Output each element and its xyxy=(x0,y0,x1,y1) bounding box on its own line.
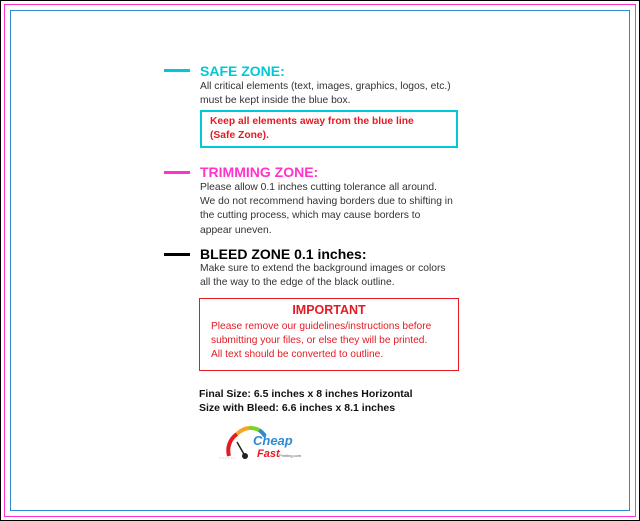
important-line: Please remove our guidelines/instructions before xyxy=(211,321,432,332)
trimming-zone-swatch xyxy=(164,171,190,174)
trimming-zone-line: the cutting process, which may cause borders to xyxy=(200,210,421,222)
trimming-zone-line: appear uneven. xyxy=(200,224,272,236)
safe-zone-title: SAFE ZONE: xyxy=(200,63,285,79)
trimming-zone-line: Please allow 0.1 inches cutting tolerance all around. xyxy=(200,182,437,193)
important-line: All text should be converted to outline. xyxy=(211,349,384,360)
safe-zone-swatch xyxy=(164,69,190,72)
bleed-zone-description xyxy=(200,262,446,290)
logo-word-fast: Fast xyxy=(257,448,280,460)
trimming-zone-title: TRIMMING ZONE: xyxy=(200,164,319,180)
size-info xyxy=(199,387,413,415)
bleed-size-text: Size with Bleed: 6.6 inches x 8.1 inches xyxy=(199,402,396,414)
safe-callout-line: Keep all elements away from the blue line xyxy=(210,116,414,127)
cheap-fast-printing-logo xyxy=(219,420,319,470)
safe-zone-description xyxy=(200,80,451,108)
bleed-zone-line: Make sure to extend the background images or colors xyxy=(200,263,446,274)
logo-word-printing: Printing.com xyxy=(279,453,302,458)
safe-zone-callout-box xyxy=(200,110,458,148)
logo-word-cheap: Cheap xyxy=(253,433,293,448)
final-size-text: Final Size: 6.5 inches x 8 inches Horizontal xyxy=(199,388,413,400)
safe-zone-line: must be kept inside the blue box. xyxy=(200,95,351,107)
safe-zone-line: All critical elements (text, images, graphics, logos, etc.) xyxy=(200,81,451,92)
bleed-zone-title: BLEED ZONE 0.1 inches: xyxy=(200,246,367,262)
safe-callout-line: (Safe Zone). xyxy=(210,130,269,141)
important-notice-box xyxy=(199,298,459,371)
important-title: IMPORTANT xyxy=(292,303,366,317)
trimming-zone-description xyxy=(200,181,453,238)
bleed-zone-line: all the way to the edge of the black outline. xyxy=(200,277,395,289)
trimming-zone-line: We do not recommend having borders due to shifting in xyxy=(200,196,453,208)
bleed-zone-swatch xyxy=(164,253,190,256)
important-line: submitting your files, or else they will be printed. xyxy=(211,335,428,346)
